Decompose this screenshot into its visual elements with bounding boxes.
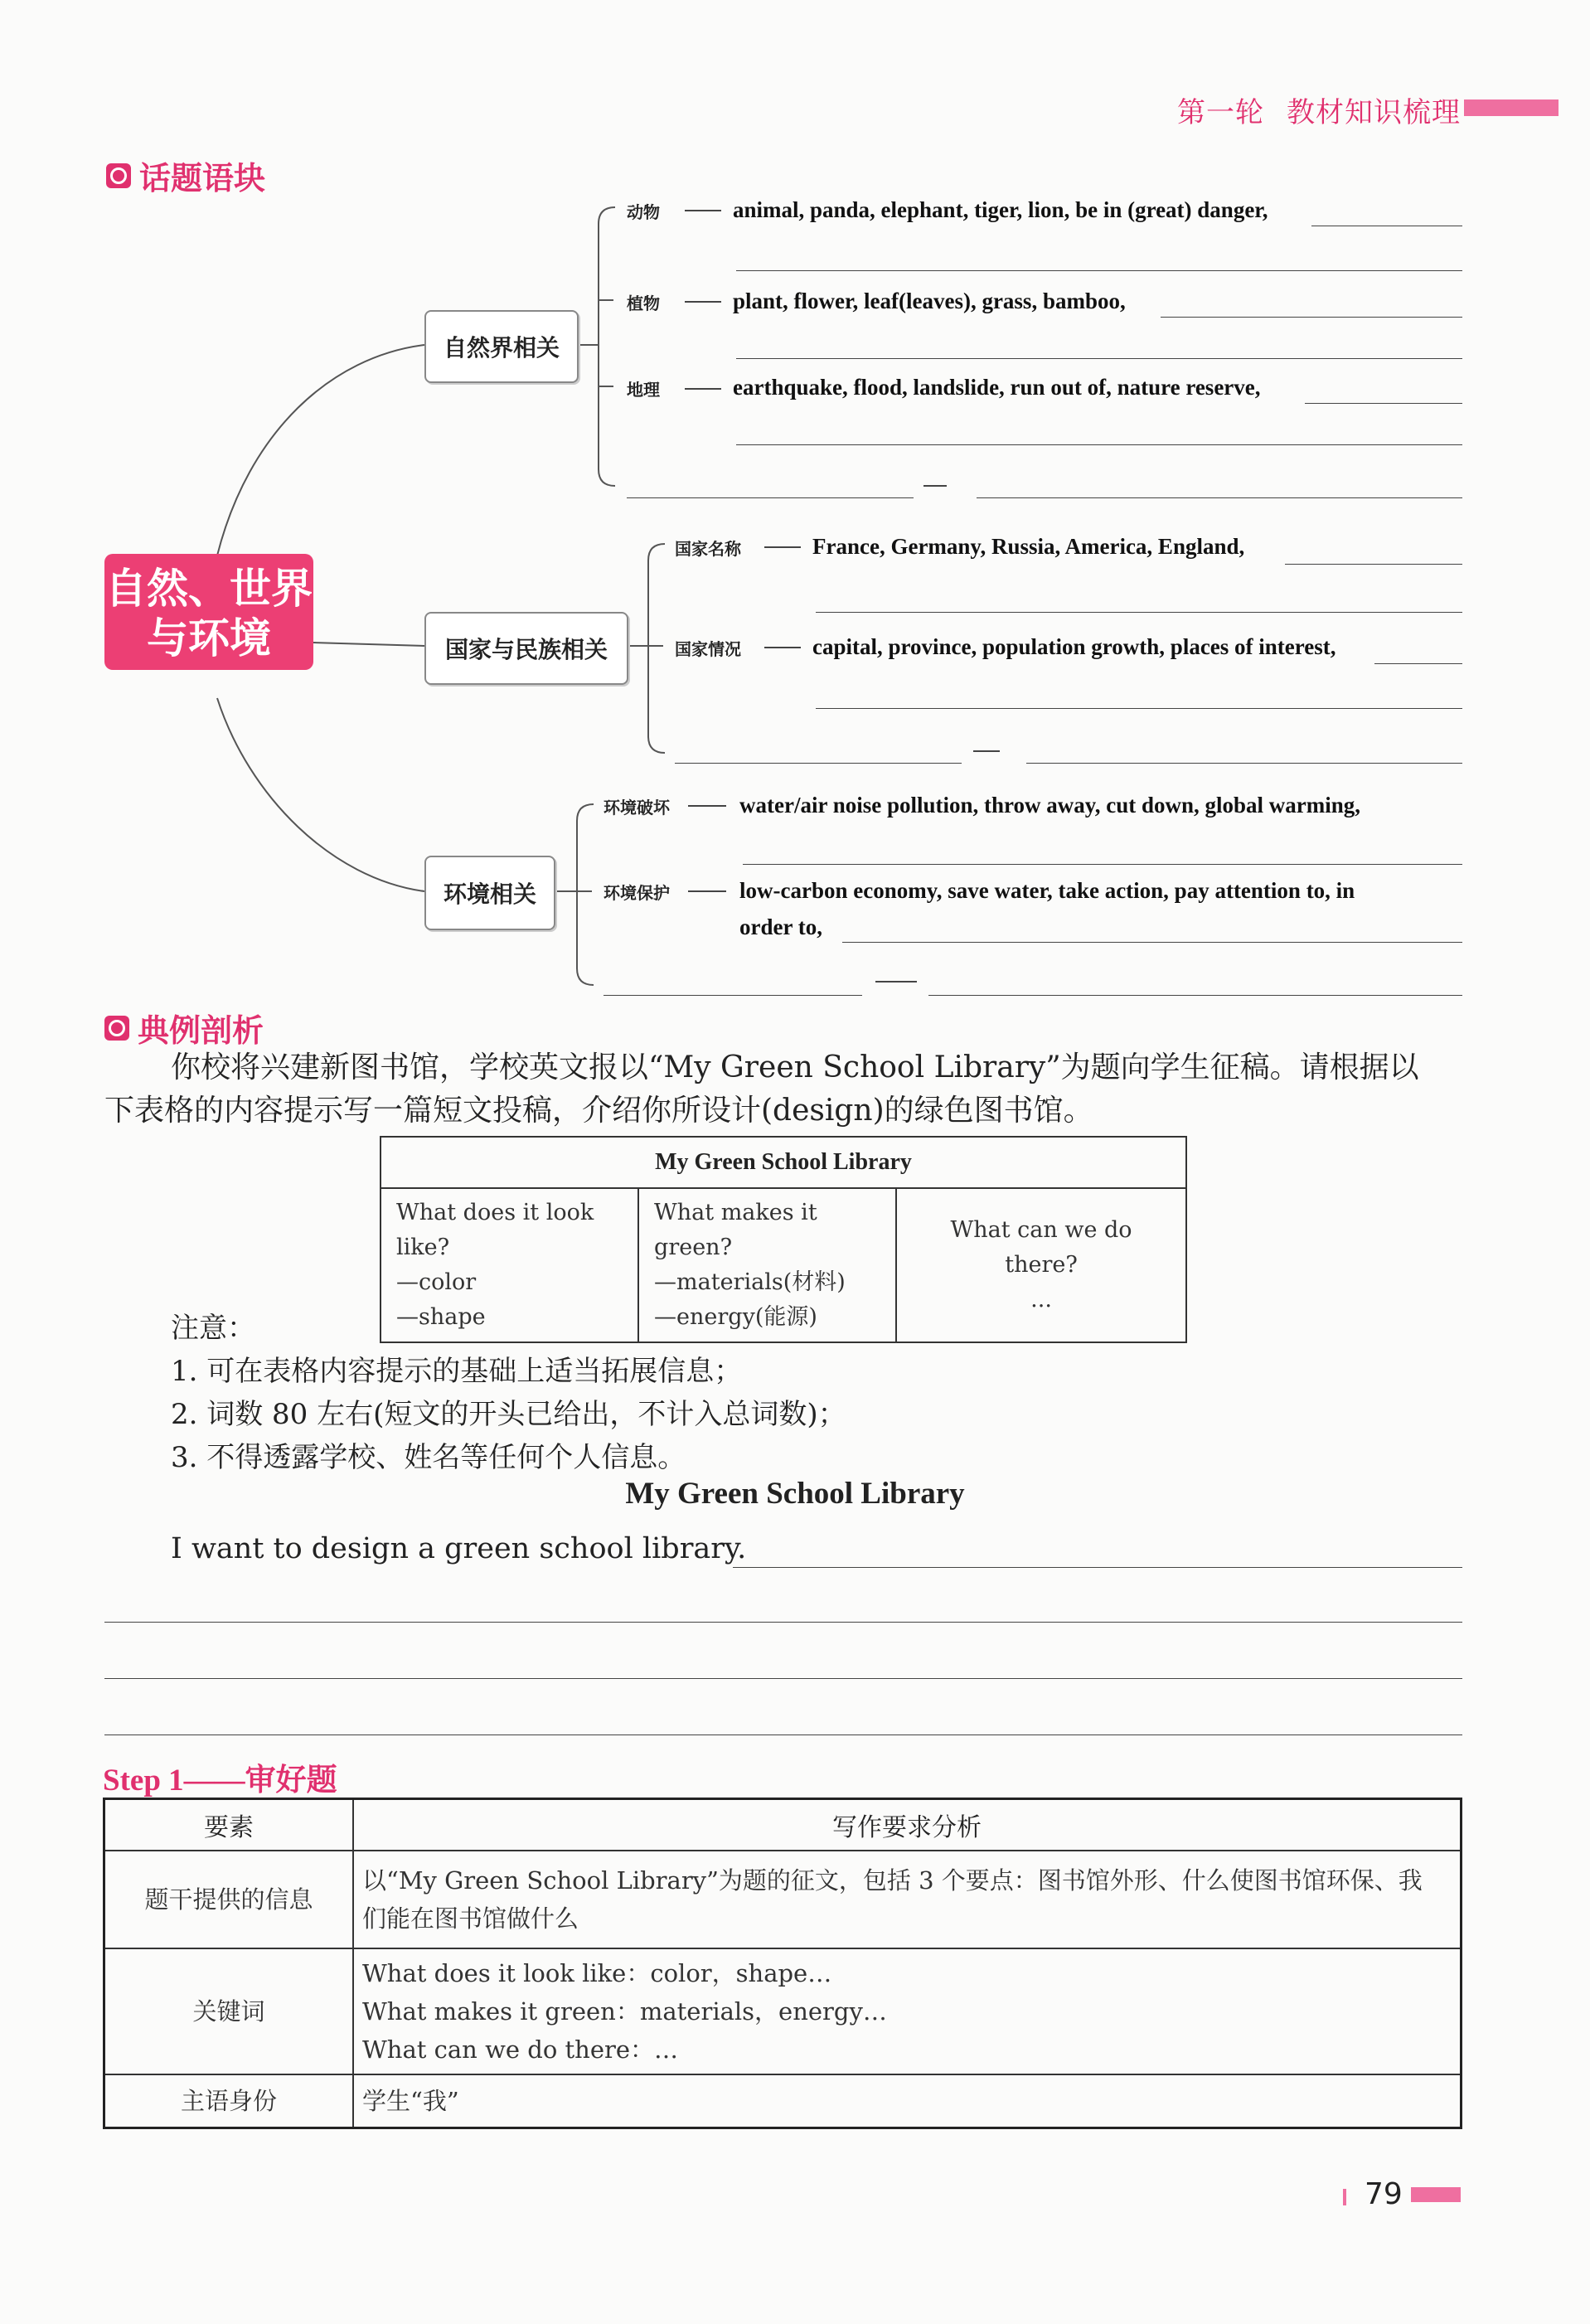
- central-topic-line2: 与环境: [147, 614, 271, 662]
- task-col-look-color: —color: [396, 1269, 477, 1295]
- essay-blank-0: [733, 1567, 1462, 1568]
- branch-environment-label: 环境相关: [443, 881, 536, 908]
- page-number: 79: [1365, 2177, 1403, 2211]
- step1-table: [103, 1798, 1462, 2129]
- sub-env-damage: 环境破坏: [604, 798, 670, 818]
- step1-header-key: 要素: [104, 1799, 354, 1851]
- task-col-green-energy: —energy(能源): [654, 1304, 817, 1330]
- step1-header-analysis: 写作要求分析: [353, 1799, 1462, 1851]
- step1-row-info-value: [353, 1851, 1462, 1948]
- country-info-blank-2: [816, 708, 1462, 709]
- geography-blank-1: [1305, 403, 1462, 404]
- essay-start: I want to design a green school library.: [171, 1532, 747, 1565]
- task-col-do-ellipsis: ...: [1030, 1287, 1052, 1312]
- prompt-line-2: 下表格的内容提示写一篇短文投稿，介绍你所设计(design)的绿色图书馆。: [104, 1094, 1093, 1128]
- header-round: 第一轮: [1177, 96, 1264, 129]
- country-info-blank-1: [1374, 663, 1462, 664]
- animals-vocab: animal, panda, elephant, tiger, lion, be in (great) danger,: [733, 197, 1268, 222]
- section-marker-icon: [104, 1016, 129, 1041]
- task-col-green-q: What makes it green?: [654, 1200, 817, 1260]
- env-damage-vocab: water/air noise pollution, throw away, cut down, global warming,: [739, 793, 1361, 818]
- env-extra-blank-1: [604, 995, 862, 996]
- env-protect-vocab: low-carbon economy, save water, take action, pay attention to, in: [739, 878, 1355, 903]
- page-number-bar: [1411, 2187, 1461, 2202]
- task-col-look: [381, 1188, 638, 1342]
- task-col-green-materials: —materials(材料): [654, 1269, 846, 1295]
- env-protect-blank: [842, 942, 1462, 943]
- step1-row-info-key: 题干提供的信息: [104, 1851, 354, 1948]
- central-topic: [104, 554, 313, 670]
- step1-row-keywords-line2: What makes it green：materials，energy…: [362, 1997, 887, 2026]
- country-info-vocab: capital, province, population growth, places of interest,: [812, 634, 1336, 659]
- essay-blank-1: [104, 1622, 1462, 1623]
- branch-nature: [424, 310, 579, 383]
- country-names-blank-1: [1285, 564, 1462, 565]
- essay-blank-2: [104, 1678, 1462, 1679]
- example-section-title-text: 典例剖析: [138, 1012, 264, 1049]
- note-1: 1. 可在表格内容提示的基础上适当拓展信息；: [171, 1355, 743, 1388]
- task-col-do: [896, 1188, 1186, 1342]
- task-col-green: [638, 1188, 896, 1342]
- geography-vocab: earthquake, flood, landslide, run out of, nature reserve,: [733, 375, 1261, 400]
- step1-row-keywords-line1: What does it look like：color，shape…: [362, 1959, 832, 1987]
- header-title: 教材知识梳理: [1287, 96, 1461, 129]
- geography-blank-2: [736, 444, 1462, 445]
- mindmap-connectors: [0, 0, 1590, 1028]
- task-table-title: My Green School Library: [381, 1137, 1186, 1188]
- step1-row-info-line2: 们能在图书馆做什么: [362, 1904, 579, 1933]
- plants-blank-1: [1161, 317, 1462, 318]
- plants-blank-2: [736, 358, 1462, 359]
- sub-env-protect: 环境保护: [604, 883, 670, 903]
- plants-vocab: plant, flower, leaf(leaves), grass, bamboo,: [733, 289, 1126, 313]
- step1-row-keywords-line3: What can we do there：…: [362, 2035, 679, 2064]
- country-extra-blank-1: [675, 763, 962, 764]
- country-extra-blank-2: [1026, 763, 1462, 764]
- sub-country-info: 国家情况: [675, 639, 741, 659]
- step1-row-info-line1: 以“My Green School Library”为题的征文，包括 3 个要点：图书馆外形、什么使图书馆环保、我: [362, 1866, 1423, 1895]
- task-col-do-q: What can we do there?: [950, 1217, 1132, 1278]
- branch-nature-label: 自然界相关: [443, 334, 560, 361]
- prompt-line-1: 你校将兴建新图书馆，学校英文报以“My Green School Library”为题向学生征稿。请根据以: [171, 1050, 1419, 1084]
- step1-row-identity-value: [353, 2074, 1462, 2128]
- step1-row-keywords-key: 关键词: [104, 1948, 354, 2074]
- country-names-vocab: France, Germany, Russia, America, England,: [812, 534, 1245, 559]
- branch-environment: [424, 856, 555, 930]
- task-col-look-q: What does it look like?: [396, 1200, 594, 1260]
- step1-row-keywords-value: [353, 1948, 1462, 2074]
- central-topic-line1: 自然、世界: [105, 565, 313, 613]
- sub-country-names: 国家名称: [675, 539, 741, 559]
- env-damage-blank: [743, 864, 1462, 865]
- example-section-title: [104, 1005, 264, 1050]
- nature-extra-blank-2: [977, 497, 1462, 498]
- sub-animals: 动物: [627, 202, 660, 222]
- task-table: [380, 1136, 1187, 1343]
- step1-row-identity-key: 主语身份: [104, 2074, 354, 2128]
- task-col-look-shape: —shape: [396, 1304, 486, 1330]
- sub-plants: 植物: [627, 294, 660, 313]
- animals-blank-2: [736, 270, 1462, 271]
- sub-geography: 地理: [627, 380, 660, 400]
- branch-country: [424, 612, 628, 685]
- topic-section-title-text: 话题语块: [139, 160, 266, 196]
- country-names-blank-2: [816, 612, 1462, 613]
- page-number-tick: [1343, 2189, 1346, 2205]
- env-extra-blank-2: [928, 995, 1462, 996]
- note-2: 2. 词数 80 左右(短文的开头已给出，不计入总词数)；: [171, 1398, 846, 1431]
- note-3: 3. 不得透露学校、姓名等任何个人信息。: [171, 1441, 686, 1474]
- env-protect-vocab-2: order to,: [739, 915, 822, 939]
- step1-title: Step 1——审好题: [103, 1764, 337, 1798]
- essay-title: My Green School Library: [625, 1477, 965, 1511]
- nature-extra-blank-1: [627, 497, 914, 498]
- notes-title: 注意：: [171, 1312, 255, 1345]
- branch-country-label: 国家与民族相关: [444, 636, 608, 663]
- step1-row-identity-line1: 学生“我”: [362, 2086, 459, 2115]
